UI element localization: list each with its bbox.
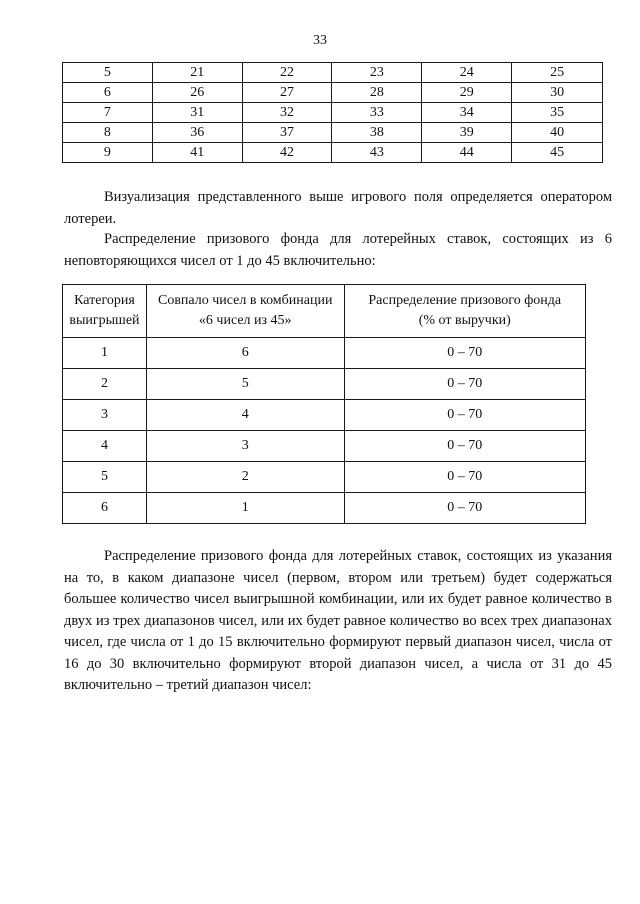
- table-cell: 30: [512, 83, 603, 103]
- table-row: [63, 493, 586, 524]
- table-row: [63, 143, 603, 163]
- table-cell: 36: [152, 123, 242, 143]
- table-cell: 7: [63, 103, 153, 123]
- distribution-cell: 0 – 70: [344, 493, 585, 524]
- table-cell: 40: [512, 123, 603, 143]
- table-cell: 23: [332, 63, 422, 83]
- category-cell: 3: [63, 400, 147, 431]
- table-cell: 32: [242, 103, 332, 123]
- matched-cell: 3: [146, 431, 344, 462]
- distribution-cell: 0 – 70: [344, 462, 585, 493]
- ranges-intro-text: Распределение призового фонда для лотерейных ставок, состоящих из указания на то, в каком диапазоне чисел (первом, втором или третьем) будет содержаться большее количество чисел выигрышной комбинации, или их будет равное количество в двух из трех диапазонов чисел, или их будет равное количество во всех трех диапазонах чисел, где числа от 1 до 15 включительно формируют первый диапазон чисел, числа от 16 до 30 включительно формируют второй диапазон чисел, а числа от 31 до 45 включительно – третий диапазон чисел:: [64, 548, 612, 693]
- distribution-cell: 0 – 70: [344, 338, 585, 369]
- table-cell: 25: [512, 63, 603, 83]
- table-row: [63, 369, 586, 400]
- visualization-paragraph: [64, 187, 612, 230]
- matched-cell: 1: [146, 493, 344, 524]
- distribution-intro-text: Распределение призового фонда для лотерейных ставок, состоящих из 6 неповторяющихся чисел от 1 до 45 включительно:: [64, 231, 612, 269]
- table-row: [63, 400, 586, 431]
- ranges-intro-paragraph: [64, 546, 612, 697]
- visualization-text: Визуализация представленного выше игрового поля определяется оператором лотереи.: [64, 189, 612, 227]
- table-cell: 27: [242, 83, 332, 103]
- table-cell: 21: [152, 63, 242, 83]
- table-row: [63, 431, 586, 462]
- table-cell: 33: [332, 103, 422, 123]
- category-cell: 2: [63, 369, 147, 400]
- table-row: [63, 462, 586, 493]
- table-row: [63, 83, 603, 103]
- category-cell: 5: [63, 462, 147, 493]
- category-header-line1: Категория: [74, 293, 135, 308]
- distribution-cell: 0 – 70: [344, 369, 585, 400]
- table-cell: 9: [63, 143, 153, 163]
- category-cell: 1: [63, 338, 147, 369]
- table-cell: 43: [332, 143, 422, 163]
- matched-cell: 6: [146, 338, 344, 369]
- matched-header: [146, 285, 344, 338]
- table-header-row: [63, 285, 586, 338]
- table-cell: 34: [422, 103, 512, 123]
- distribution-header: [344, 285, 585, 338]
- category-cell: 6: [63, 493, 147, 524]
- table-cell: 38: [332, 123, 422, 143]
- table-cell: 39: [422, 123, 512, 143]
- number-grid-table: [62, 62, 603, 163]
- table-cell: 41: [152, 143, 242, 163]
- table-cell: 35: [512, 103, 603, 123]
- table-row: [63, 338, 586, 369]
- distribution-header-line2: (% от выручки): [418, 313, 511, 328]
- table-cell: 31: [152, 103, 242, 123]
- category-header-line2: выигрышей: [69, 313, 140, 328]
- table-cell: 8: [63, 123, 153, 143]
- distribution-header-line1: Распределение призового фонда: [368, 293, 562, 308]
- table-row: [63, 123, 603, 143]
- category-cell: 4: [63, 431, 147, 462]
- page-number: 33: [313, 33, 327, 48]
- table-cell: 28: [332, 83, 422, 103]
- matched-cell: 2: [146, 462, 344, 493]
- table-cell: 24: [422, 63, 512, 83]
- table-cell: 26: [152, 83, 242, 103]
- table-row: [63, 63, 603, 83]
- category-header: [63, 285, 147, 338]
- table-cell: 29: [422, 83, 512, 103]
- matched-cell: 5: [146, 369, 344, 400]
- matched-cell: 4: [146, 400, 344, 431]
- matched-header-line1: Совпало чисел в комбинации: [157, 293, 333, 308]
- table-cell: 37: [242, 123, 332, 143]
- table-cell: 42: [242, 143, 332, 163]
- table-cell: 6: [63, 83, 153, 103]
- distribution-cell: 0 – 70: [344, 400, 585, 431]
- table-cell: 22: [242, 63, 332, 83]
- table-cell: 44: [422, 143, 512, 163]
- distribution-cell: 0 – 70: [344, 431, 585, 462]
- table-cell: 5: [63, 63, 153, 83]
- table-row: [63, 103, 603, 123]
- prize-distribution-table: [62, 284, 586, 524]
- distribution-intro-paragraph: [64, 229, 612, 272]
- matched-header-line2: «6 чисел из 45»: [198, 313, 292, 328]
- table-cell: 45: [512, 143, 603, 163]
